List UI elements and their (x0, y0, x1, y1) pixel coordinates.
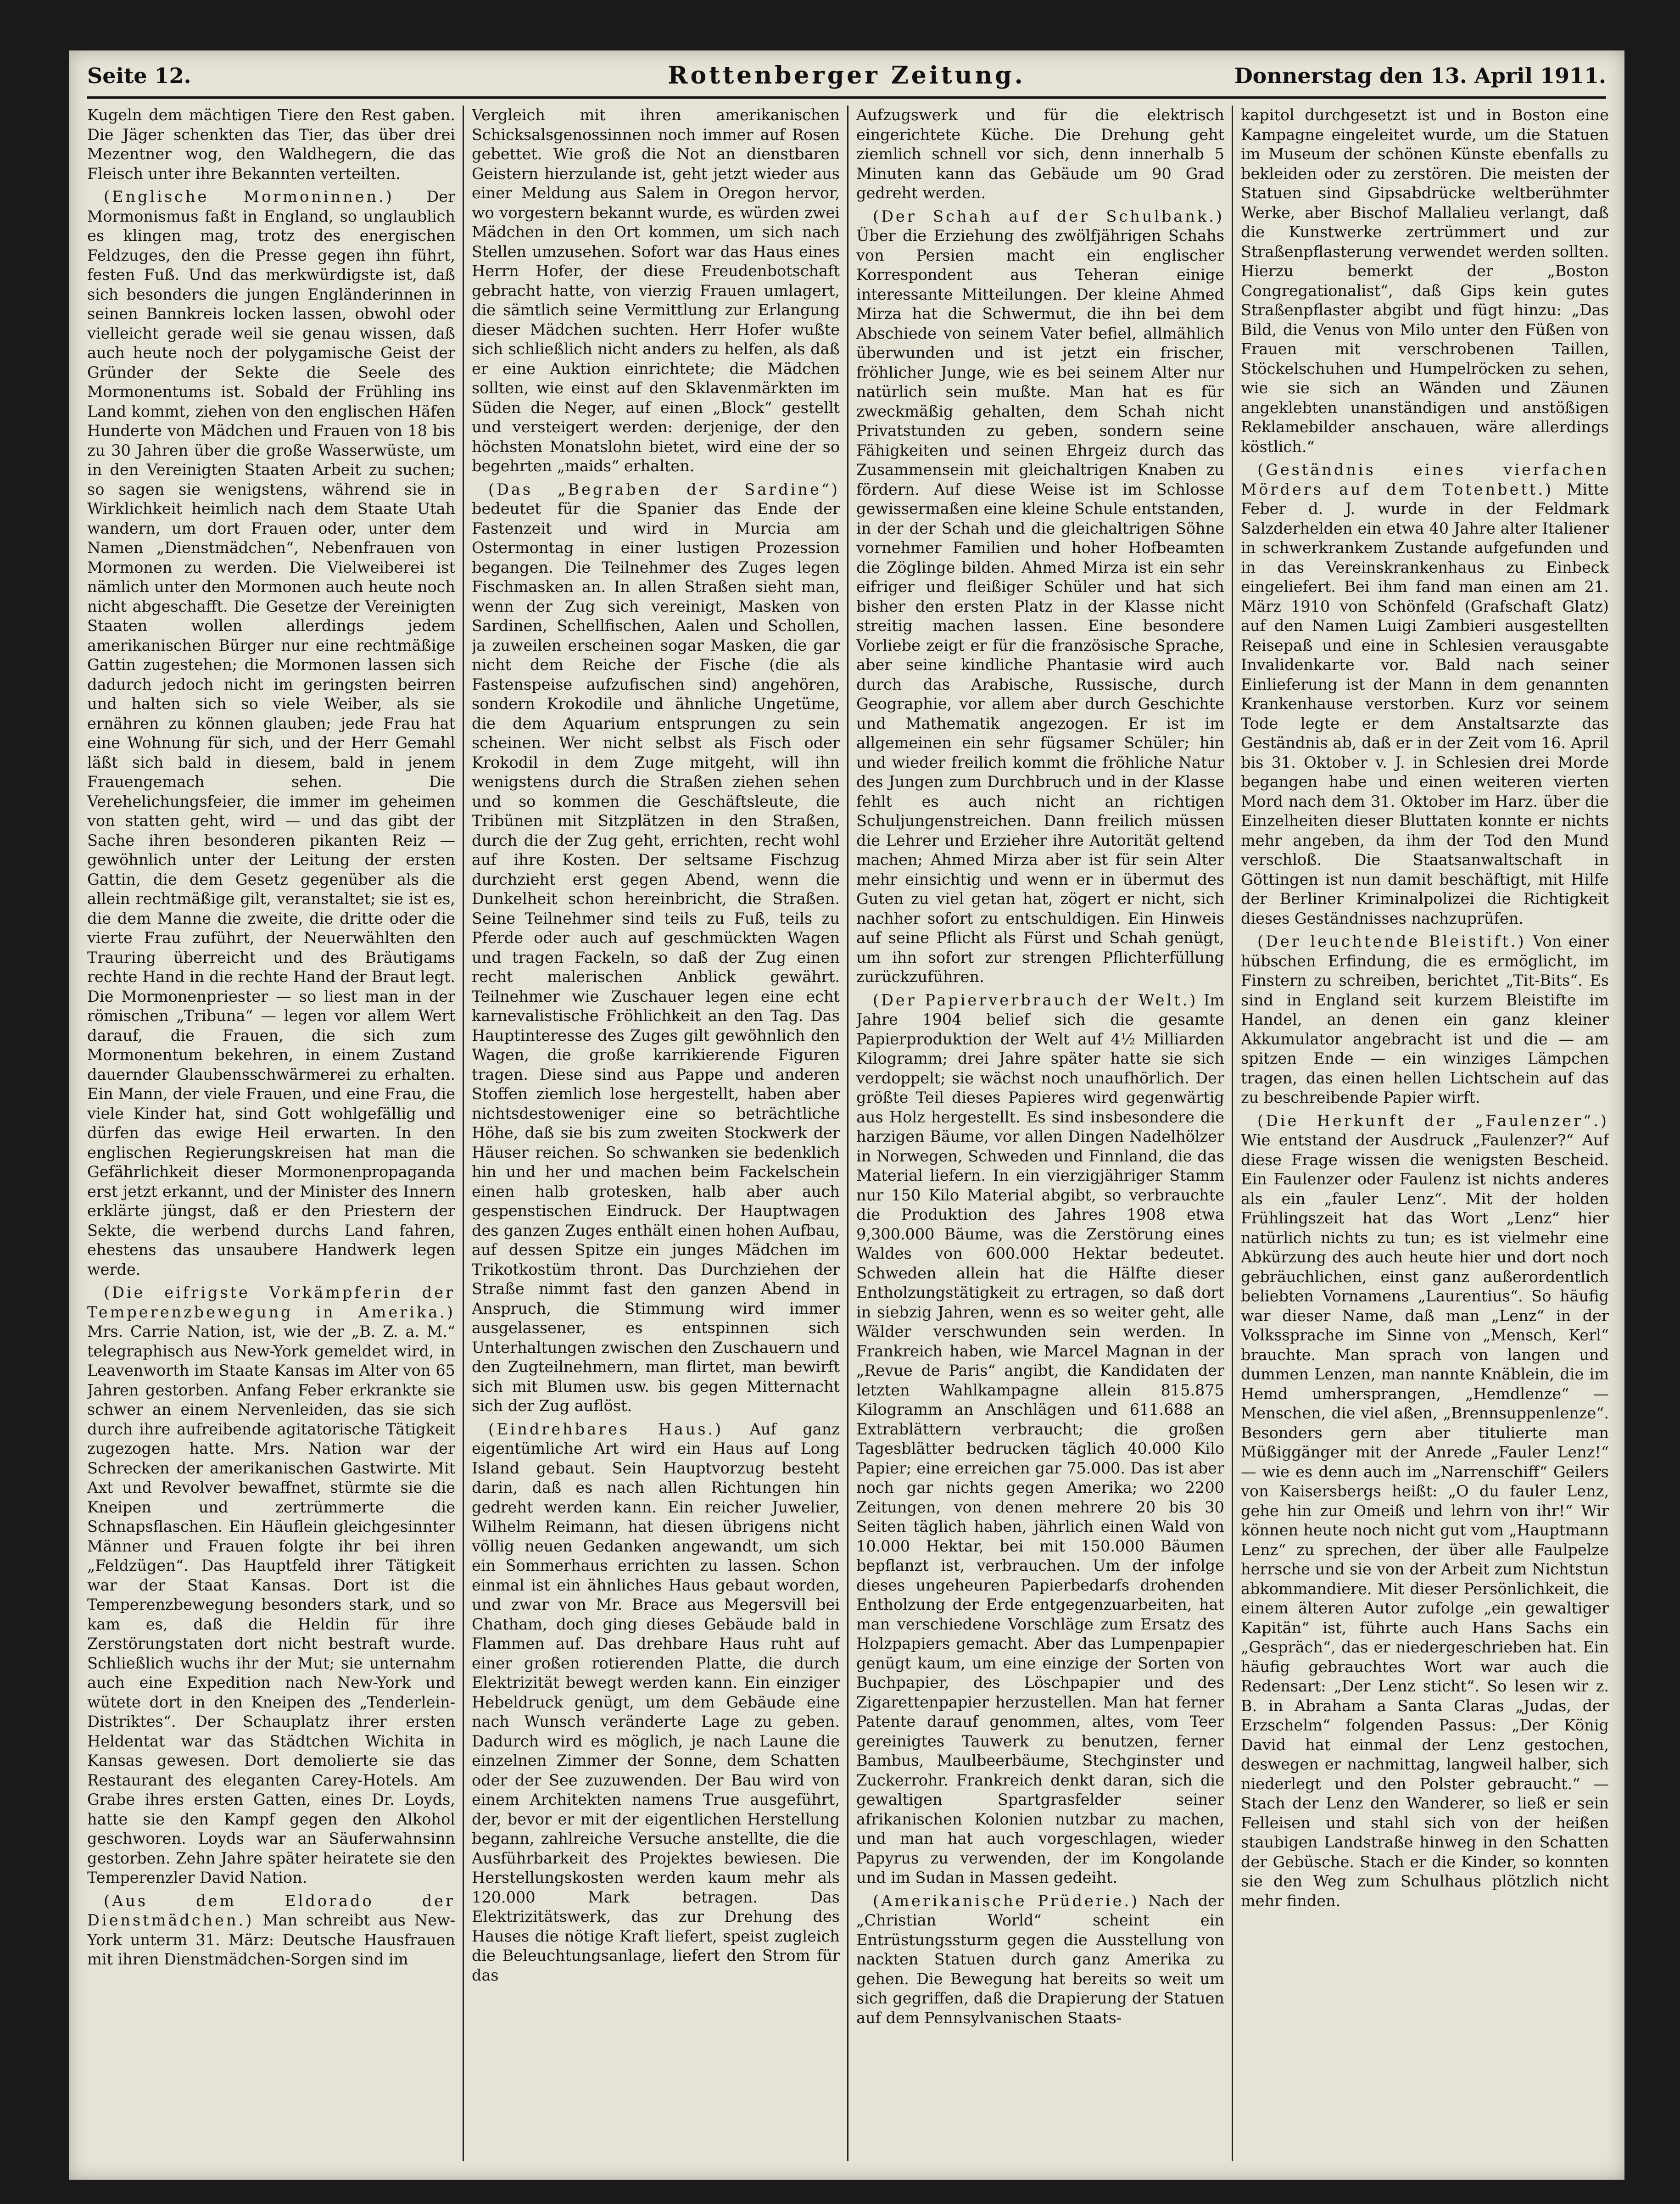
article-heading: (Der leuchtende Bleistift.) (1257, 932, 1526, 950)
article-paragraph (856, 106, 1224, 203)
article-text: Vergleich mit ihren amerikanischen Schicksalsgenossinnen noch immer auf Rosen gebettet. Wie groß die Not an dienstbaren Geistern hierzulande ist, geht jetzt wieder aus einer Meldung aus Salem in Oregon hervor, wo vorgestern bekannt wurde, es würden zwei Mädchen in den Ort kommen, um sich nach Stellen umzusehen. Sofort war das Haus eines Herrn Hofer, der diese Freudenbotschaft gebracht hatte, von vierzig Frauen umlagert, die sämtlich seine Vermittlung zur Erlangung dieser Mädchen suchten. Herr Hofer wußte sich schließlich nicht anders zu helfen, als daß er eine Auktion einrichtete; die Mädchen sollten, wie einst auf den Sklavenmärkten im Süden die Neger, auf einen „Block“ gestellt und versteigert werden: derjenige, der den höchsten Monatslohn bietet, wird eine der so begehrten „maids“ erhalten. (472, 106, 840, 475)
article-text: Nach der „Christian World“ scheint ein Entrüstungssturm gegen die Ausstellung von nackten Statuen durch ganz Amerika zu gehen. Die Bewegung hat bereits so weit um sich gegriffen, daß die Drapierung der Statuen auf dem Pennsylvanischen Staats- (856, 1892, 1224, 2027)
article-text: Aufzugswerk und für die elektrisch eingerichtete Küche. Die Drehung geht ziemlich schnell vor sich, denn innerhalb 5 Minuten kann das Gebäude um 90 Grad gedreht werden. (856, 106, 1224, 202)
article-text: Mitte Feber d. J. wurde in der Feldmark Salzderhelden ein etwa 40 Jahre alter Italiener in schwerkrankem Zustande aufgefunden und in das Vereinskrankenhaus zu Einbeck eingeliefert. Bei ihm fand man einen am 21. März 1910 von Schönfeld (Grafschaft Glatz) auf den Namen Luigi Zambieri ausgestellten Reisepaß und eine in Schlesien verausgabte Invalidenkarte vor. Bald nach seiner Einlieferung ist der Mann in dem genannten Krankenhause verstorben. Kurz vor seinem Tode legte er dem Anstaltsarzte das Geständnis ab, daß er in der Zeit vom 16. April bis 31. Oktober v. J. in Schlesien drei Morde begangen habe und einen weiteren vierten Mord nach dem 31. Oktober im Harz. über die Einzelheiten dieser Bluttaten konnte er nichts mehr angeben, da ihm der Tod den Mund verschloß. Die Staatsanwaltschaft in Göttingen ist nun damit beschäftigt, mit Hilfe der Berliner Kriminalpolizei die Richtigkeit dieses Geständnisses nachzuprüfen. (1241, 480, 1609, 927)
article-text: Auf ganz eigentümliche Art wird ein Haus auf Long Island gebaut. Sein Hauptvorzug besteht darin, daß es nach allen Richtungen hin gedreht werden kann. Ein reicher Juwelier, Wilhelm Reimann, hat diesen übrigens nicht völlig neuen Gedanken angewandt, um sich ein Sommerhaus errichten zu lassen. Schon einmal ist ein ähnliches Haus gebaut worden, und zwar von Mr. Brace aus Megersvill bei Chatham, doch ging dieses Gebäude bald in Flammen auf. Das drehbare Haus ruht auf einer großen rotierenden Platte, die durch Elektrizität bewegt werden kann. Ein einziger Hebeldruck genügt, um dem Gebäude eine nach Wunsch veränderte Lage zu geben. Dadurch wird es möglich, je nach Laune die einzelnen Zimmer der Sonne, dem Schatten oder der See zuzuwenden. Der Bau wird von einem Architekten namens True ausgeführt, der, bevor er mit der eigentlichen Herstellung begann, zahlreiche Versuche anstellte, die die Ausführbarkeit des Projektes bewiesen. Die Herstellungskosten werden kaum mehr als 120.000 Mark betragen. Das Elektrizitätswerk, das zur Drehung des Hauses die nötige Kraft liefert, speist zugleich die Beleuchtungsanlage, liefert den Strom für das (472, 1420, 840, 1984)
column-1 (87, 106, 455, 2161)
article-paragraph (1241, 1111, 1609, 1911)
article-paragraph (1241, 932, 1609, 1108)
newspaper-page (69, 50, 1624, 2180)
article-heading: (Eindrehbares Haus.) (488, 1420, 724, 1438)
article-heading: (Der Papierverbrauch der Welt.) (873, 991, 1198, 1009)
page-header (87, 55, 1606, 99)
article-heading: (Die eifrigste Vorkämpferin der Temperenzbewegung in Amerika.) (87, 1283, 455, 1321)
article-paragraph (1241, 106, 1609, 457)
column-2 (472, 106, 840, 2161)
article-heading: (Englische Mormoninnen.) (104, 188, 394, 206)
article-text: bedeutet für die Spanier das Ende der Fastenzeit und wird in Murcia am Ostermontag in einer lustigen Prozession begangen. Die Teilnehmer des Zuges legen Fischmasken an. In allen Straßen sieht man, wenn der Zug sich vereinigt, Masken von Sardinen, Schellfischen, Aalen und Schollen, ja zuweilen erscheinen sogar Masken, die gar nicht dem Reiche der Fische (die als Fastenspeise aufzufischen sind) angehören, sondern Krokodile und ähnliche Ungetüme, die dem Aquarium entsprungen zu sein scheinen. Wer nicht selbst als Fisch oder Krokodil in dem Zuge mitgeht, will ihn wenigstens durch die Straßen ziehen sehen und so kommen die Geschäftsleute, die Tribünen mit Sitzplätzen in den Straßen, durch die der Zug geht, errichten, recht wohl auf ihre Kosten. Der seltsame Fischzug durchzieht erst gegen Abend, wenn die Dunkelheit schon hereinbricht, die Straßen. Seine Teilnehmer sind teils zu Fuß, teils zu Pferde oder auch auf geschmückten Wagen und tragen Fackeln, so daß der Zug einen recht malerischen Anblick gewährt. Teilnehmer wie Zuschauer legen eine echt karnevalistische Fröhlichkeit an den Tag. Das Hauptinteresse des Zuges gilt gewöhnlich den Wagen, die große karrikierende Figuren tragen. Diese sind aus Pappe und anderen Stoffen ziemlich lose hergestellt, haben aber nichtsdestoweniger eine so beträchtliche Höhe, daß sie bis zum zweiten Stockwerk der Häuser reichen. So schwanken sie bedenklich hin und her und machen beim Fackelschein einen halb grotesken, halb aber auch gespenstischen Eindruck. Der Hauptwagen des ganzen Zuges enthält einen hohen Aufbau, auf dessen Spitze ein junges Mädchen im Trikotkostüm thront. Das Durchziehen der Straße nimmt fast den ganzen Abend in Anspruch, die Stimmung wird immer ausgelassener, es entspinnen sich Unterhaltungen zwischen den Zuschauern und den Zugteilnehmern, man flirtet, man bewirft sich mit Blumen usw. bis gegen Mitternacht sich der Zug auflöst. (472, 500, 840, 1415)
article-heading: (Die Herkunft der „Faulenzer“.) (1257, 1111, 1609, 1130)
article-text: Von einer hübschen Erfindung, die es ermöglicht, im Finstern zu schreiben, berichtet „Tit-Bits“. Es sind in England seit kurzem Bleistifte im Handel, an denen ein ganz kleiner Akkumulator angebracht ist und die — am spitzen Ende — ein winziges Lämpchen tragen, das einen hellen Lichtschein auf das zu beschreibende Papier wirft. (1241, 932, 1609, 1106)
article-heading: (Aus dem Eldorado der Dienstmädchen.) (87, 1892, 455, 1929)
column-rule (847, 106, 848, 2161)
issue-date: Donnerstag den 13. April 1911. (1234, 63, 1606, 88)
article-paragraph (856, 1892, 1224, 2028)
article-text: Im Jahre 1904 belief sich die gesamte Papierproduktion der Welt auf 4½ Milliarden Kilogramm; drei Jahre später hatte sie sich verdoppelt; sie wächst noch unaufhörlich. Der größte Teil dieses Papieres wird gegenwärtig aus Holz hergestellt. Es sind insbesondere die harzigen Bäume, vor allen Dingen Nadelhölzer in Norwegen, Schweden und Finnland, die das Material liefern. In ein vierzigjähriger Stamm nur 150 Kilo Material abgibt, so verbrauchte die Produktion des Jahres 1908 etwa 9,300.000 Bäume, was die Zerstörung eines Waldes von 600.000 Hektar bedeutet. Schweden allein hat die Hälfte dieser Entholzungstätigkeit zu ertragen, so daß dort in siebzig Jahren, wenn es so weiter geht, alle Wälder verschwunden sein werden. In Frankreich haben, wie Marcel Magnan in der „Revue de Paris“ angibt, die Kandidaten der letzten Wahlkampagne allein 815.875 Kilogramm an Anschlägen und 611.688 an Extrablättern verbraucht; die großen Tagesblätter bedrucken täglich 40.000 Kilo Papier; eine erreichen gar 75.000. Das ist aber noch gar nichts gegen Amerika; wo 2200 Zeitungen, von denen mehrere 20 bis 30 Seiten täglich haben, jährlich einen Wald von 10.000 Hektar, bei mit 150.000 Bäumen bepflanzt ist, verbrauchen. Um der infolge dieses ungeheuren Papierbedarfs drohenden Entholzung der Erde entgegenzuarbeiten, hat man verschiedene Vorschläge zum Ersatz des Holzpapiers gemacht. Aber das Lumpenpapier genügt kaum, um eine einzige der Sorten von Buchpapier, des Löschpapier und des Zigarettenpapier herzustellen. Man hat ferner Patente darauf genommen, altes, vom Teer gereinigtes Tauwerk zu benutzen, ferner Bambus, Maulbeerbäume, Stechginster und Zuckerrohr. Frankreich denkt daran, sich die gewaltigen Spartgrasfelder seiner afrikanischen Kolonien nutzbar zu machen, und man hat auch vorgeschlagen, wieder Papyrus zu verwenden, der im Kongolande und im Sudan in Massen gedeiht. (856, 991, 1224, 1886)
article-paragraph (87, 106, 455, 184)
article-paragraph (856, 991, 1224, 1888)
article-heading: (Das „Begraben der Sardine“) (488, 480, 840, 498)
article-text: Kugeln dem mächtigen Tiere den Rest gaben. Die Jäger schenkten das Tier, das über drei Mezentner wog, den Waldhegern, die das Fleisch unter ihre Bekannten verteilten. (87, 106, 455, 183)
article-text: Wie entstand der Ausdruck „Faulenzer?“ Auf diese Frage wissen die wenigsten Bescheid. Ein Faulenzer oder Faulenz ist nichts anderes als ein „fauler Lenz“. Mit der holden Frühlingszeit hat das Wort „Lenz“ hier natürlich nichts zu tun; es ist vielmehr eine Abkürzung des auch heute hier und dort noch gebräuchlichen, einst ganz außerordentlich beliebten Vornamens „Laurentius“. So häufig war dieser Name, daß man „Lenz“ in der Volkssprache im Sinne von „Mensch, Kerl“ brauchte. Man sprach von langen und dummen Lenzen, man nannte Knäblein, die im Hemd umhersprangen, „Hemdlenze“ — Menschen, die viel aßen, „Brennsuppenlenze“. Besonders gern aber titulierte man Müßiggänger mit der Anrede „Fauler Lenz!“ — wie es denn auch im „Narrenschiff“ Geilers von Kaisersbergs heißt: „O du fauler Lenz, gehe hin zur Omeiß und lehrn von ihr!“ Wir können heute noch nicht gut vom „Hauptmann Lenz“ zu sprechen, der über alle Faulpelze herrsche und sie von der Arbeit zum Nichtstun abkommandiere. Mit dieser Persönlichkeit, die einem älteren Autor zufolge „ein gewaltiger Kapitän“ ist, führte auch Hans Sachs ein „Gespräch“, das er niedergeschrieben hat. Ein häufig gebrauchtes Wort war auch die Redensart: „Der Lenz sticht“. So lesen wir z. B. in Abraham a Santa Claras „Judas, der Erzschelm“ folgenden Passus: „Der König David hat einmal der Lenz gestochen, deswegen er nachmittag, langweil halber, sich niederlegt und den Polster gebraucht.“ — Stach der Lenz den Wanderer, so ließ er sein Felleisen und stahl sich von der heißen staubigen Landstraße hinweg in den Schatten der Gebüsche. Stach er die Kinder, so konnten sie den Weg zum Schulhaus plötzlich nicht mehr finden. (1241, 1131, 1609, 1910)
article-text: Man schreibt aus New-York unterm 31. März: Deutsche Hausfrauen mit ihren Dienstmädchen-Sorgen sind im (87, 1911, 455, 1968)
column-rule (463, 106, 464, 2161)
masthead: Rottenberger Zeitung. (668, 61, 1026, 89)
article-text: Der Mormonismus faßt in England, so unglaublich es klingen mag, trotz des energischen Feldzuges, den die Presse gegen ihn führt, festen Fuß. Und das merkwürdigste ist, daß sich besonders die jungen Engländerinnen in seinen Bannkreis locken lassen, obwohl oder vielleicht gerade weil sie genau wissen, daß auch heute noch der polygamische Geist der Gründer der Sekte die Seele des Mormonentums ist. Sobald der Frühling ins Land kommt, ziehen von den englischen Häfen Hunderte von Mädchen und Frauen von 18 bis zu 30 Jahren über die große Wasserwüste, um in den Vereinigten Staaten Arbeit zu suchen; so sagen sie wenigstens, während sie in Wirklichkeit heimlich nach dem Staate Utah wandern, um dort Frauen oder, unter dem Namen „Dienstmädchen“, Nebenfrauen von Mormonen zu werden. Die Vielweiberei ist nämlich unter den Mormonen auch heute noch nicht abgeschafft. Die Gesetze der Vereinigten Staaten wollen allerdings jedem amerikanischen Bürger nur eine rechtmäßige Gattin zugestehen; die Mormonen lassen sich dadurch jedoch nicht im geringsten beirren und halten sich so viele Weiber, als sie ernähren zu können glauben; jede Frau hat eine Wohnung für sich, und der Herr Gemahl läßt sich bald in diesem, bald in jenem Frauengemach sehen. Die Verehelichungsfeier, die immer im geheimen von statten geht, wird — und das gibt der Sache ihren besonderen pikanten Reiz — gewöhnlich unter der Leitung der ersten Gattin, die dem Gesetz gegenüber als die allein rechtmäßige gilt, veranstaltet; sie ist es, die dem Manne die zweite, die dritte oder die vierte Frau zuführt, der Neuerwählten den Trauring überreicht und des Bräutigams rechte Hand in die rechte Hand der Braut legt. Die Mormonenpriester — so liest man in der römischen „Tribuna“ — legen vor allem Wert darauf, die Frauen, die sich zum Mormonentum bekehren, in einem Zustand dauernder Glaubensschwärmerei zu erhalten. Ein Mann, der viele Frauen, und eine Frau, die viele Kinder hat, sind Gott wohlgefällig und dürfen das ewige Heil erwarten. In den englischen Regierungskreisen hat man die Gefährlichkeit dieser Mormonenpropaganda erst jetzt erkannt, und der Minister des Innern erklärte jüngst, daß er den Priestern der Sekte, die werbend durchs Land fahren, ehestens das unsaubere Handwerk legen werde. (87, 188, 455, 1278)
article-paragraph (87, 1892, 455, 1970)
article-text: Mrs. Carrie Nation, ist, wie der „B. Z. a. M.“ telegraphisch aus New-York gemeldet wird, in Leavenworth im Staate Kansas im Alter von 65 Jahren gestorben. Anfang Feber erkrankte sie schwer an einem Nervenleiden, das sie sich durch ihre aufreibende agitatorische Tätigkeit zugezogen hatte. Mrs. Nation war der Schrecken der amerikanischen Gastwirte. Mit Axt und Revolver bewaffnet, stürmte sie die Kneipen und zertrümmerte die Schnapsflaschen. Ein Häuflein gleichgesinnter Männer und Frauen folgte ihr bei ihren „Feldzügen“. Das Hauptfeld ihrer Tätigkeit war der Staat Kansas. Dort ist die Temperenzbewegung besonders stark, und so kam es, daß die Heldin für ihre Zerstörungstaten dort nicht bestraft wurde. Schließlich wuchs ihr der Mut; sie unternahm auch eine Expedition nach New-York und wütete dort in den Kneipen des „Tenderlein-Distriktes“. Der Schauplatz ihrer ersten Heldentat war das Städtchen Wichita in Kansas gewesen. Dort demolierte sie das Restaurant des eleganten Carey-Hotels. Am Grabe ihres ersten Gatten, eines Dr. Loyds, hatte sie den Kampf gegen den Alkohol geschworen. Loyds war an Säuferwahnsinn gestorben. Zehn Jahre später heiratete sie den Temperenzler David Nation. (87, 1322, 455, 1886)
article-heading: (Geständnis eines vierfachen Mörders auf dem Totenbett.) (1241, 461, 1609, 498)
article-paragraph (856, 207, 1224, 987)
article-text: Über die Erziehung des zwölfjährigen Schahs von Persien macht ein englischer Korrespondent aus Teheran einige interessante Mitteilungen. Der kleine Ahmed Mirza hat die Schwermut, die ihn bei dem Abschiede von seinem Vater befiel, allmählich überwunden und ist jetzt ein frischer, fröhlicher Junge, wie es bei seinem Alter nur natürlich sein mußte. Man hat es für zweckmäßig gehalten, dem Schah nicht Privatstunden zu geben, sondern seine Fähigkeiten und seinen Ehrgeiz durch das Zusammensein mit gleichaltrigen Knaben zu fördern. Auf diese Weise ist im Schlosse gewissermaßen eine kleine Schule entstanden, in der der Schah und die gleichaltrigen Söhne vornehmer Familien und hoher Hofbeamten die Zöglinge bilden. Ahmed Mirza ist ein sehr eifriger und fleißiger Schüler und hat sich bisher den ersten Platz in der Klasse nicht streitig machen lassen. Eine besondere Vorliebe zeigt er für die französische Sprache, aber seine kindliche Phantasie wird auch durch das Arabische, Russische, durch Geographie, vor allem aber durch Geschichte und Mathematik angezogen. Er ist im allgemeinen ein sehr fügsamer Schüler; hin und wieder freilich kommt die fröhliche Natur des Jungen zum Durchbruch und in der Klasse fehlt es auch nicht an richtigen Schuljungenstreichen. Dann freilich müssen die Lehrer und Erzieher ihre Autorität geltend machen; Ahmed Mirza aber ist für sein Alter mehr einsichtig und wenn er in übermut des Guten zu viel getan hat, zögert er nicht, sich nachher sofort zu entschuldigen. Ein Hinweis auf seine Pflicht als Fürst und Schah genügt, um ihn sofort zur strengen Pflichterfüllung zurückzuführen. (856, 227, 1224, 986)
column-rule (1232, 106, 1233, 2161)
article-paragraph (87, 1283, 455, 1888)
page-number: Seite 12. (87, 63, 191, 88)
article-heading: (Amerikanische Prüderie.) (873, 1892, 1140, 1910)
article-paragraph (472, 106, 840, 476)
article-paragraph (472, 480, 840, 1416)
column-4 (1241, 106, 1609, 2161)
column-3 (856, 106, 1224, 2161)
article-paragraph (87, 187, 455, 1279)
article-paragraph (472, 1420, 840, 1986)
article-text: kapitol durchgesetzt ist und in Boston eine Kampagne eingeleitet wurde, um die Statuen im Museum der schönen Künste ebenfalls zu bekleiden oder zu zerstören. Die meisten der Statuen sind Gipsabdrücke weltberühmter Werke, aber Bischof Mallalieu verlangt, daß die Kunstwerke zertrümmert und zur Straßenpflasterung verwendet werden sollten. Hierzu bemerkt der „Boston Congregationalist“, daß Gips kein gutes Straßenpflaster abgibt und fügt hinzu: „Das Bild, die Venus von Milo unter den Füßen von Frauen mit verschrobenen Taillen, Stöckelschuhen und Humpelröcken zu sehen, wie sie sich an Wänden und Zäunen angeklebten unanständigen und anstößigen Reklamebilder anschauen, wäre allerdings köstlich.“ (1241, 106, 1609, 456)
article-heading: (Der Schah auf der Schulbank.) (873, 207, 1224, 225)
article-paragraph (1241, 460, 1609, 928)
article-columns (87, 106, 1609, 2161)
